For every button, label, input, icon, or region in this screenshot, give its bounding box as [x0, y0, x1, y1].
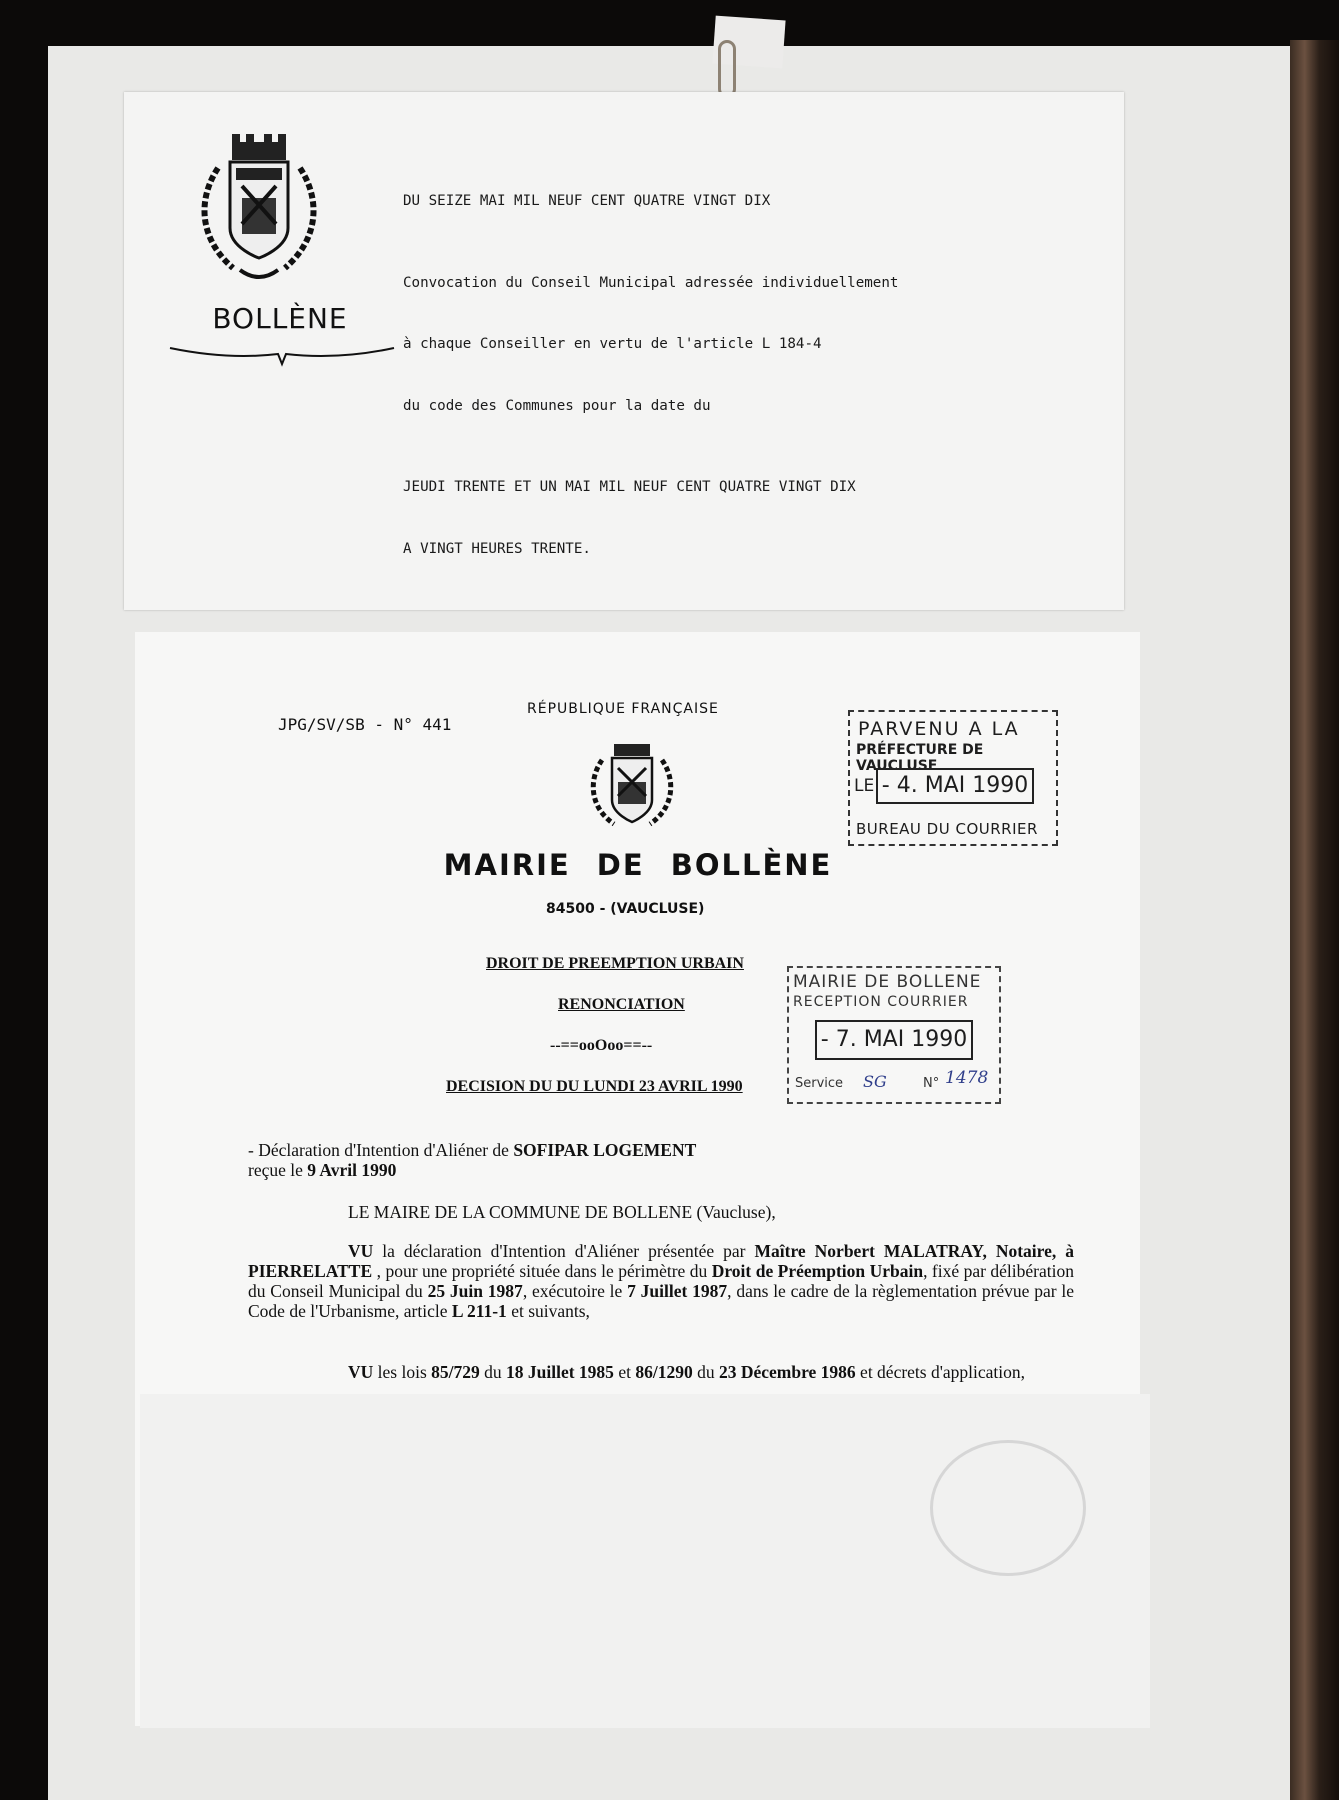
- stamp-line: PARVENU A LA: [858, 718, 1020, 740]
- text-run-bold: 9 Avril 1990: [307, 1160, 397, 1180]
- le-maire-line: LE MAIRE DE LA COMMUNE DE BOLLENE (Vaucluse),: [348, 1202, 776, 1222]
- text-run: et suivants,: [506, 1301, 590, 1321]
- text-run: , fixé par délibération du Conseil Municipal du: [248, 1261, 1074, 1301]
- stamp-line: MAIRIE DE BOLLENE: [793, 972, 982, 992]
- faded-seal: [930, 1440, 1086, 1576]
- text-run-bold: 7 Juillet 1987: [627, 1281, 728, 1301]
- text-run-bold: Droit de Préemption Urbain: [711, 1261, 924, 1281]
- text-run: - Déclaration d'Intention d'Aliéner de: [248, 1140, 514, 1160]
- stamp-number-value: 1478: [945, 1068, 989, 1088]
- prefecture-stamp: [848, 710, 1058, 846]
- text-run-bold: VU: [348, 1362, 374, 1382]
- text-run: , dans le cadre de la règlementation prévue par le Code de l'Urbanisme, article: [248, 1281, 1075, 1321]
- text-run: , exécutoire le: [522, 1281, 628, 1301]
- convocation-line: Convocation du Conseil Municipal adressée individuellement: [403, 274, 899, 291]
- text-run-bold: 86/1290: [635, 1362, 693, 1382]
- stamp-line: RECEPTION COURRIER: [793, 994, 969, 1010]
- stamp-line: PRÉFECTURE DE VAUCLUSE: [856, 742, 984, 774]
- text-run: et décrets d'application,: [855, 1362, 1026, 1382]
- heading-droit-preemption: DROIT DE PREEMPTION URBAIN: [486, 955, 744, 972]
- dia-paragraph: [248, 1140, 1074, 1180]
- text-run-bold: Maître Norbert MALATRAY, Notaire, à PIERRELATTE: [248, 1241, 1074, 1281]
- bollene-coat-of-arms-icon: [188, 128, 330, 288]
- text-run: et: [613, 1362, 636, 1382]
- text-run-bold: 18 Juillet 1985: [506, 1362, 614, 1382]
- meeting-date: JEUDI TRENTE ET UN MAI MIL NEUF CENT QUATRE VINGT DIX: [403, 479, 856, 495]
- text-run-bold: SOFIPAR LOGEMENT: [513, 1140, 697, 1160]
- text-run-bold: 25 Juin 1987: [427, 1281, 523, 1301]
- vu-paragraph-1: [248, 1241, 1074, 1321]
- text-run-bold: 23 Décembre 1986: [718, 1362, 856, 1382]
- paper-clip-icon: [718, 40, 736, 98]
- text-run: du: [692, 1362, 719, 1382]
- text-run-bold: L 211-1: [451, 1301, 507, 1321]
- document-reference: JPG/SV/SB - N° 441: [278, 715, 452, 734]
- text-run-bold: VU: [348, 1241, 374, 1261]
- stamp-number-label: N°: [923, 1076, 940, 1091]
- album-binding: [1290, 40, 1339, 1800]
- text-run: la déclaration d'Intention d'Aliéner présentée par: [373, 1241, 755, 1261]
- brand-flourish: [168, 344, 396, 368]
- postcode: 84500 - (VAUCLUSE): [546, 901, 705, 917]
- session-date: DU SEIZE MAI MIL NEUF CENT QUATRE VINGT DIX: [403, 193, 771, 209]
- stamp-line: BUREAU DU COURRIER: [856, 820, 1038, 838]
- stamp-date: - 4. MAI 1990: [876, 768, 1034, 804]
- text-run: reçue le: [248, 1160, 308, 1180]
- stamp-service-value: SG: [863, 1072, 887, 1091]
- convocation-line: du code des Communes pour la date du: [403, 397, 711, 414]
- mairie-coat-of-arms-icon: [584, 738, 680, 832]
- bollene-brand: BOLLÈNE: [212, 302, 348, 335]
- text-run: du: [479, 1362, 507, 1382]
- heading-decision: DECISION DU DU LUNDI 23 AVRIL 1990: [446, 1078, 743, 1095]
- mairie-title: MAIRIE DE BOLLÈNE: [443, 848, 833, 882]
- republic-header: RÉPUBLIQUE FRANÇAISE: [527, 701, 719, 717]
- heading-separator: --==ooOoo==--: [550, 1037, 653, 1054]
- meeting-time: A VINGT HEURES TRENTE.: [403, 540, 591, 557]
- text-run: les lois: [373, 1362, 432, 1382]
- text-run: , pour une propriété située dans le périmètre du: [372, 1261, 712, 1281]
- vu-paragraph-2: [248, 1362, 1074, 1382]
- heading-renonciation: RENONCIATION: [558, 996, 685, 1013]
- convocation-line: à chaque Conseiller en vertu de l'article L 184-4: [403, 336, 822, 352]
- text-run-bold: 85/729: [431, 1362, 480, 1382]
- stamp-le: LE: [854, 776, 875, 796]
- reception-stamp: [787, 966, 1001, 1104]
- stamp-date: - 7. MAI 1990: [815, 1020, 973, 1060]
- convocation-text: [403, 150, 898, 580]
- stamp-service-label: Service: [795, 1076, 844, 1091]
